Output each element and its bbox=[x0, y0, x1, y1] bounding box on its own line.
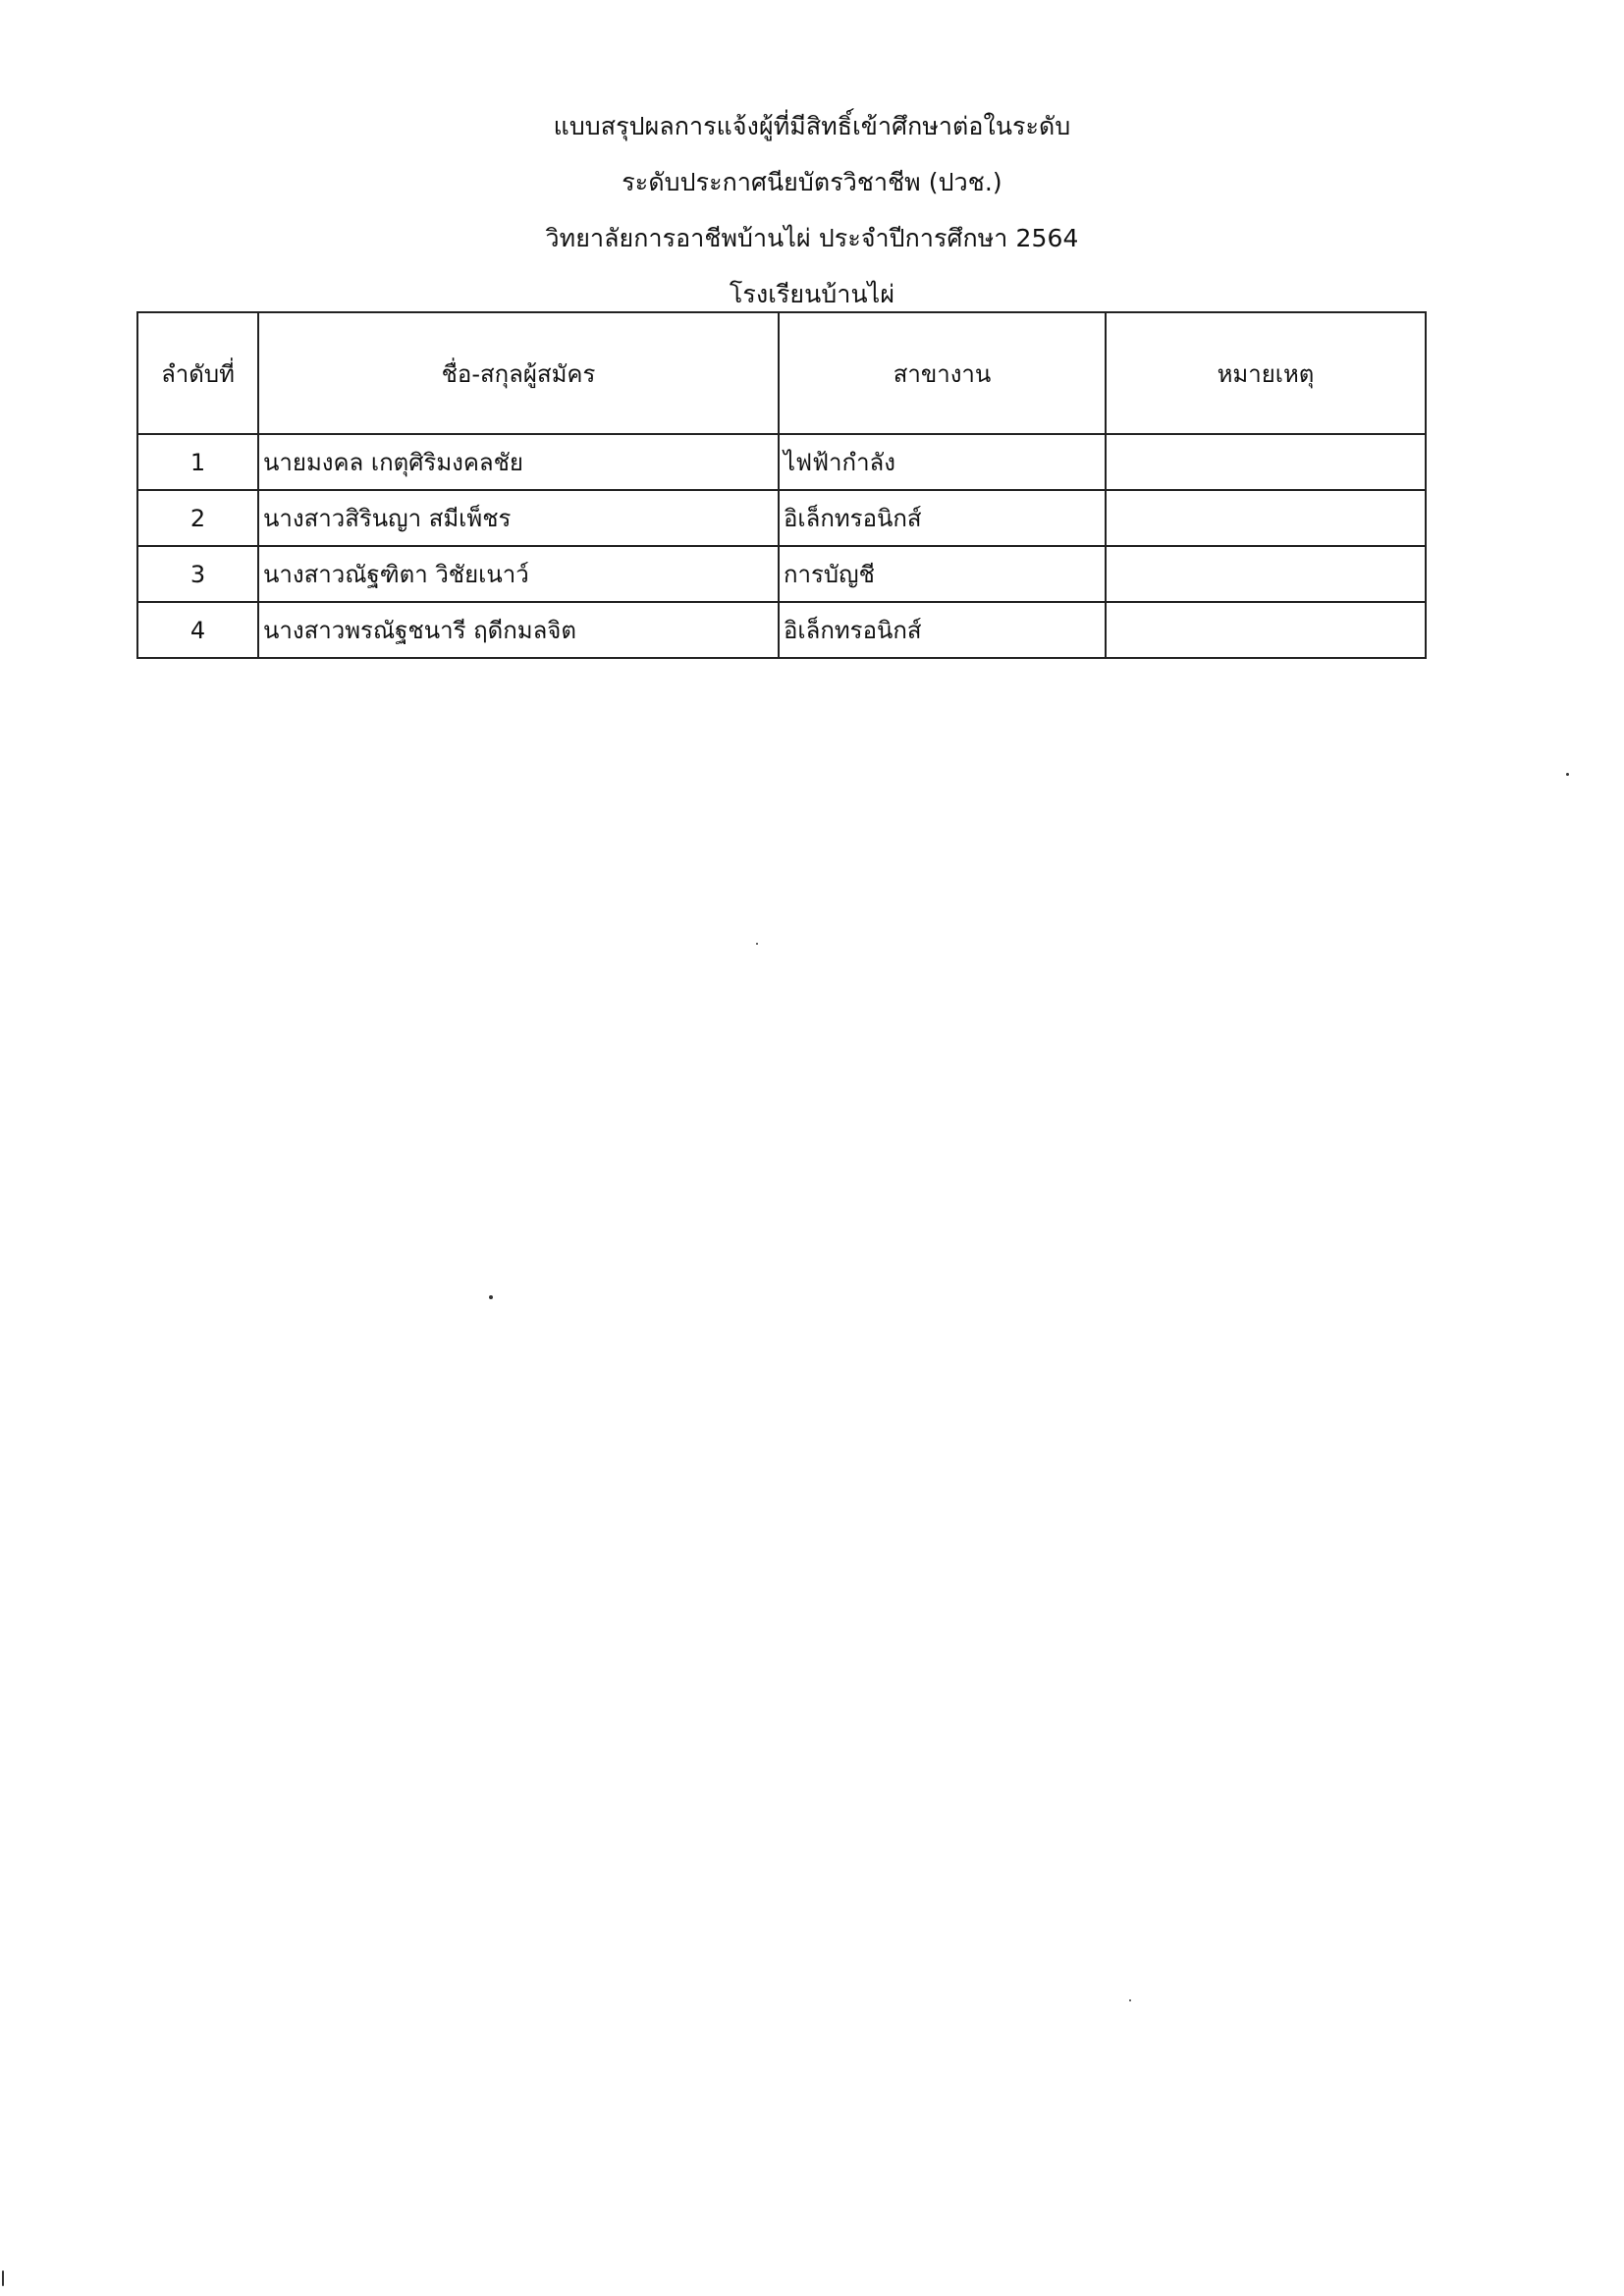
table-row bbox=[137, 546, 1426, 602]
scan-speck bbox=[489, 1295, 493, 1299]
row-major: ไฟฟ้ากำลัง bbox=[779, 434, 1106, 490]
row-major: อิเล็กทรอนิกส์ bbox=[779, 602, 1106, 658]
row-order: 4 bbox=[137, 602, 258, 658]
column-header-order: ลำดับที่ bbox=[137, 312, 258, 434]
column-header-name: ชื่อ-สกุลผู้สมัคร bbox=[258, 312, 779, 434]
column-header-major: สาขางาน bbox=[779, 312, 1106, 434]
scan-speck bbox=[1129, 1999, 1131, 2001]
document-header bbox=[0, 98, 1624, 322]
row-name: นายมงคล เกตุศิริมงคลชัย bbox=[258, 434, 779, 490]
table-row bbox=[137, 490, 1426, 546]
table-row bbox=[137, 602, 1426, 658]
header-title: แบบสรุปผลการแจ้งผู้ที่มีสิทธิ์เข้าศึกษาต่อในระดับ bbox=[553, 112, 1071, 140]
row-name: นางสาวสิรินญา สมีเพ็ชร bbox=[258, 490, 779, 546]
row-remark bbox=[1106, 434, 1426, 490]
applicants-table bbox=[136, 311, 1427, 659]
row-remark bbox=[1106, 602, 1426, 658]
header-college-year: วิทยาลัยการอาชีพบ้านไผ่ ประจำปีการศึกษา 2564 bbox=[545, 224, 1079, 252]
row-major: อิเล็กทรอนิกส์ bbox=[779, 490, 1106, 546]
scan-speck bbox=[756, 943, 758, 945]
scan-speck bbox=[2, 2270, 4, 2286]
column-header-remark: หมายเหตุ bbox=[1106, 312, 1426, 434]
header-school: โรงเรียนบ้านไผ่ bbox=[729, 280, 895, 308]
row-name: นางสาวณัฐฑิตา วิชัยเนาว์ bbox=[258, 546, 779, 602]
table-row bbox=[137, 434, 1426, 490]
scan-speck bbox=[1566, 773, 1569, 776]
header-level: ระดับประกาศนียบัตรวิชาชีพ (ปวช.) bbox=[622, 168, 1002, 196]
row-remark bbox=[1106, 546, 1426, 602]
row-major: การบัญชี bbox=[779, 546, 1106, 602]
table-header-row bbox=[137, 312, 1426, 434]
row-order: 2 bbox=[137, 490, 258, 546]
row-remark bbox=[1106, 490, 1426, 546]
row-name: นางสาวพรณัฐชนารี ฤดีกมลจิต bbox=[258, 602, 779, 658]
row-order: 3 bbox=[137, 546, 258, 602]
row-order: 1 bbox=[137, 434, 258, 490]
